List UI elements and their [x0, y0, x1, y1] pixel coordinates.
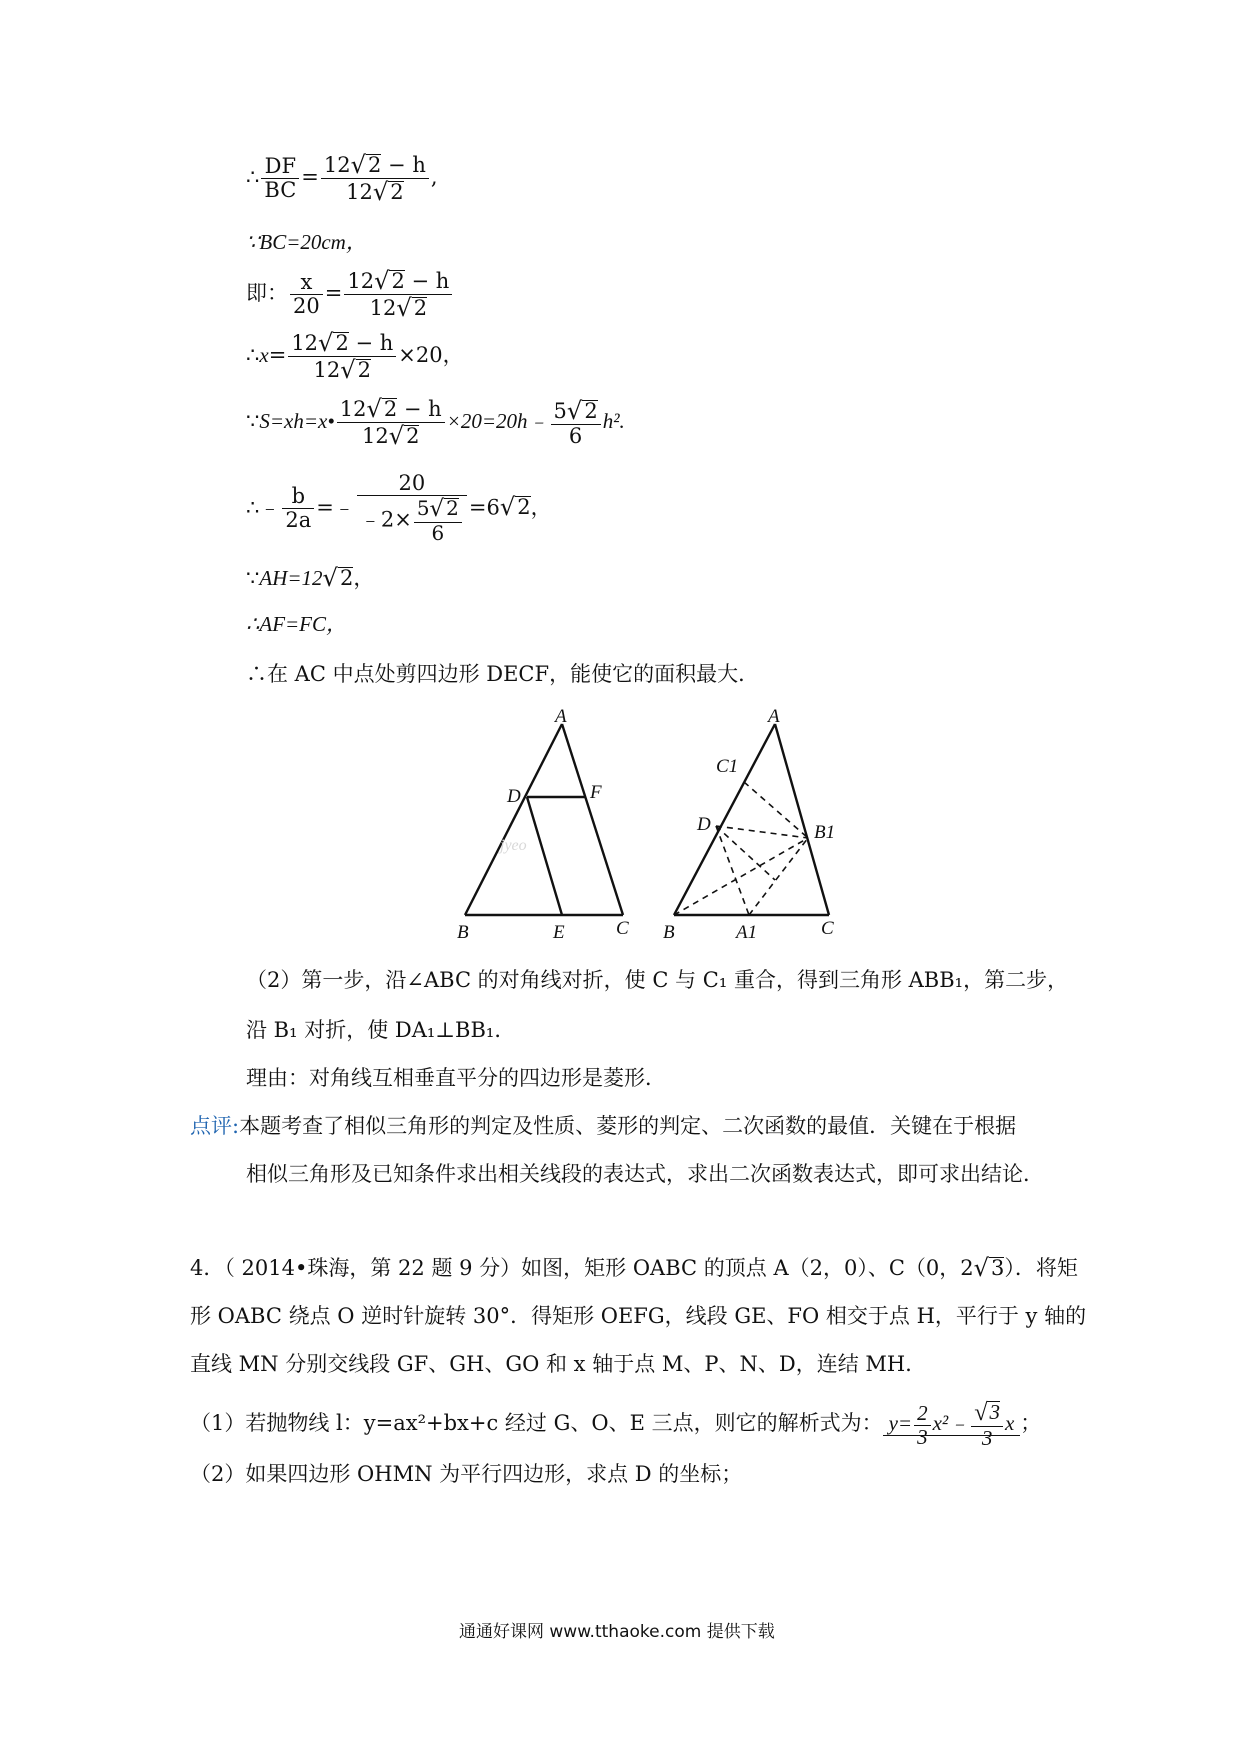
fraction-df-bc: $\frac{DF}{BC}$ — [261, 155, 299, 202]
solution-line-2: ∵BC=20cm， — [246, 230, 367, 254]
fig1-label-B: B — [457, 922, 469, 943]
solution-line-6: ∴﹣ $\frac{b}{2a}$ =﹣ 20 ﹣2× $\frac{5√ 2}{6}$ =6√2， — [246, 471, 552, 545]
fig1-label-E: E — [553, 922, 565, 943]
fraction-main-4: $\frac{12√2 - h}{12√2}$ — [337, 396, 445, 449]
q4-subquestion-1: （1）若抛物线 l：y=ax²+bx+c 经过 G、O、E 三点，则它的解析式为： y= $\frac{2}{3}$ x²﹣ $\frac{√3}{3}$ x ； — [190, 1399, 1042, 1451]
fig2-label-A: A — [768, 706, 780, 727]
solution-line-8: ∴AF=FC， — [246, 612, 348, 636]
solution-line-1: ∴ $\frac{DF}{BC}$ = $\frac{12√2 - h}{12√2}$ , — [246, 151, 438, 207]
fig2-label-C1: C1 — [716, 756, 739, 777]
fraction-main-2: $\frac{12√2 - h}{12√2}$ — [344, 268, 452, 321]
fig2-label-C: C — [821, 918, 834, 939]
solution-line-5: ∵S=xh=x• $\frac{12√2 - h}{12√2}$ ×20=20h﹣ $\frac{5√2}{6}$ h². — [246, 395, 625, 451]
fig2-label-B1: B1 — [814, 822, 836, 843]
fraction-vertex: 20 ﹣2× $\frac{5√ 2}{6}$ — [357, 472, 467, 546]
q4-line-2: 形 OABC 绕点 O 逆时针旋转 30°．得矩形 OEFG，线段 GE、FO 相交于点 H，平行于 y 轴的 — [190, 1304, 1087, 1328]
figure-1-trapezoid — [465, 724, 623, 915]
comment-line-2: 相似三角形及已知条件求出相关线段的表达式，求出二次函数表达式，即可求出结论． — [246, 1162, 1044, 1186]
fig1-label-C: C — [616, 918, 629, 939]
page-footer: 通通好课网 www.tthaoke.com 提供下载 — [459, 1622, 775, 1642]
fraction-x-20: $\frac{x}{20}$ — [290, 271, 323, 318]
q4-subquestion-2: （2）如果四边形 OHMN 为平行四边形，求点 D 的坐标； — [190, 1462, 743, 1486]
fig1-watermark: jyeo — [500, 837, 527, 854]
fig2-label-D: D — [697, 814, 711, 835]
geometry-figures — [0, 700, 1240, 960]
comment-label: 点评: — [190, 1114, 240, 1138]
fig1-label-F: F — [590, 782, 602, 803]
solution-line-7: ∵AH=12√2， — [246, 564, 375, 592]
fraction-b-2a: $\frac{b}{2a}$ — [282, 485, 314, 532]
comment-line-1: 点评:本题考查了相似三角形的判定及性质、菱形的判定、二次函数的最值．关键在于根据 — [190, 1114, 1017, 1138]
q4-answer: y= $\frac{2}{3}$ x²﹣ $\frac{√3}{3}$ x — [883, 1411, 1021, 1436]
part2-line-1: （2）第一步，沿∠ABC 的对角线对折，使 C 与 C₁ 重合，得到三角形 ABB₁，第二步， — [246, 968, 1069, 992]
fig1-label-A: A — [555, 706, 567, 727]
q4-line-1: 4．（ 2014•珠海，第 22 题 9 分）如图，矩形 OABC 的顶点 A（2，0）、C（0，2√3）．将矩 — [190, 1254, 1078, 1282]
therefore-symbol: ∴ — [246, 165, 260, 190]
solution-line-9: ∴在 AC 中点处剪四边形 DECF，能使它的面积最大． — [246, 662, 760, 686]
fraction-main-3: $\frac{12√2 - h}{12√2}$ — [288, 330, 396, 383]
fig1-label-D: D — [507, 786, 521, 807]
part2-line-2: 沿 B₁ 对折，使 DA₁⊥BB₁． — [246, 1018, 516, 1042]
fig2-label-B: B — [663, 922, 675, 943]
fig2-label-A1: A1 — [736, 922, 758, 943]
q4-line-3: 直线 MN 分别交线段 GF、GH、GO 和 x 轴于点 M、P、N、D，连结 MH． — [190, 1352, 927, 1376]
solution-line-4: ∴x= $\frac{12√2 - h}{12√2}$ ×20， — [246, 329, 464, 385]
solution-line-3: 即： $\frac{x}{20}$ = $\frac{12√2 - h}{12√2}$ — [246, 268, 454, 321]
fraction-5root2-6: $\frac{5√2}{6}$ — [551, 398, 601, 448]
fraction-main: $\frac{12√2 - h}{12√2}$ — [321, 152, 429, 205]
part2-line-3: 理由：对角线互相垂直平分的四边形是菱形． — [246, 1066, 666, 1090]
